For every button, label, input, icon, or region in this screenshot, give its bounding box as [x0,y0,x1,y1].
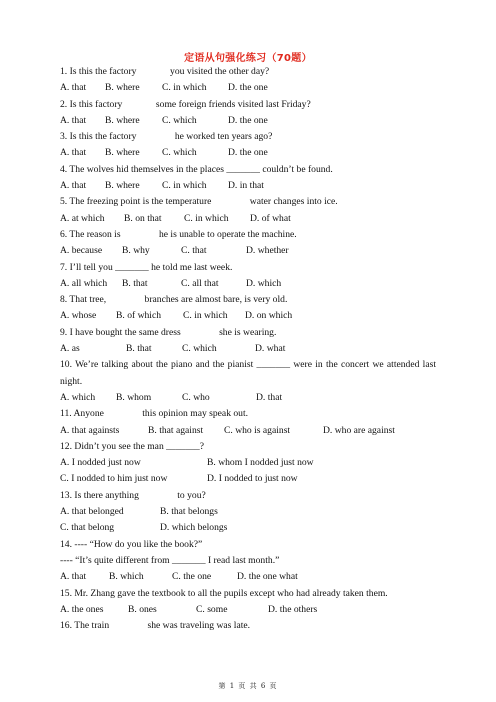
question-stem: 7. I’ll tell you _______ he told me last week. [60,261,233,273]
option-d: D. the one [228,82,268,94]
option-c: C. that [181,245,207,257]
option-d: D. the one [228,147,268,159]
option-a: A. because [60,245,103,257]
question-stem-continued: ---- “It’s quite different from _______ I read last month.” [60,554,280,566]
option-c: C. which [162,114,197,126]
option-a: A. all which [60,277,108,289]
option-a: A. that belonged [60,506,124,518]
question-stem: 13. Is there anything to you? [60,489,206,501]
question-stem: 11. Anyone this opinion may speak out. [60,408,249,420]
option-b: B. ones [128,603,157,615]
option-b: B. which [109,571,144,583]
option-d: D. that [256,391,283,403]
option-a: A. that [60,147,87,159]
answer-options [60,504,436,520]
option-d: D. who are against [323,424,395,436]
answer-options [60,308,436,324]
answer-options [60,145,436,161]
option-b: B. that belongs [160,506,218,518]
option-a: A. as [60,343,80,355]
option-d: D. I nodded to just now [207,473,298,485]
option-a: A. which [60,391,96,403]
option-c: C. in which [162,82,207,94]
option-a: A. that againsts [60,424,120,436]
option-c: C. all that [181,277,219,289]
question-stem: 5. The freezing point is the temperature water changes into ice. [60,196,338,208]
option-a: A. that [60,180,87,192]
answer-options [60,423,436,439]
option-a: A. that [60,114,87,126]
option-a: A. the ones [60,603,104,615]
option-d: D. which [246,277,282,289]
answer-options [60,113,436,129]
option-a: A. I nodded just now [60,457,141,469]
question-stem: 8. That tree, branches are almost bare, is very old. [60,294,288,306]
question-stem: 2. Is this factory some foreign friends visited last Friday? [60,98,311,110]
option-c: C. in which [162,180,207,192]
option-d: D. in that [228,180,264,192]
answer-options [60,602,436,618]
option-c: C. which [162,147,197,159]
option-b: B. where [105,180,140,192]
option-b: B. that [122,277,148,289]
option-a: A. that [60,571,87,583]
page-title: 定语从句强化练习（70题） [184,53,312,64]
answer-options [60,471,436,487]
option-d: D. the one [228,114,268,126]
option-b: B. that [126,343,152,355]
option-c: C. the one [172,571,212,583]
page-number: 第 1 页 共 6 页 [218,682,278,690]
option-a: A. whose [60,310,97,322]
question-stem: 10. We’re talking about the piano and the pianist _______ were in the concert we attended last night. [60,359,436,387]
option-b: B. where [105,147,140,159]
question-stem: 1. Is this the factory you visited the other day? [60,66,270,77]
option-d: D. on which [245,310,293,322]
answer-options [60,178,436,194]
answer-options [60,390,436,406]
answer-options [60,243,436,259]
question-stem: 6. The reason is he is unable to operate the machine. [60,228,297,240]
question-stem: 12. Didn’t you see the man _______? [60,440,204,452]
option-d: D. the one what [237,571,298,583]
option-b: B. whom I nodded just now [207,457,314,469]
option-a: A. that [60,82,87,94]
option-b: B. of which [116,310,162,322]
option-c: C. in which [183,310,228,322]
option-b: B. on that [124,212,162,224]
answer-options [60,569,436,585]
option-d: D. whether [246,245,289,257]
option-c: C. some [196,603,228,615]
question-stem: 15. Mr. Zhang gave the textbook to all the pupils except who had already taken them. [60,587,388,599]
option-d: D. what [255,343,286,355]
option-d: D. of what [250,212,291,224]
option-b: B. why [122,245,150,257]
option-c: C. I nodded to him just now [60,473,168,485]
question-stem: 4. The wolves hid themselves in the places _______ couldn’t be found. [60,163,333,175]
answer-options [60,455,436,471]
option-a: A. at which [60,212,105,224]
question-stem: 9. I have bought the same dress she is wearing. [60,326,277,338]
answer-options [60,211,436,227]
question-stem: 16. The train she was traveling was late. [60,620,251,632]
answer-options [60,341,436,357]
option-d: D. which belongs [160,522,228,534]
option-d: D. the others [268,603,318,615]
option-c: C. in which [184,212,229,224]
option-c: C. that belong [60,522,115,534]
option-b: B. where [105,82,140,94]
option-b: B. whom [116,391,152,403]
answer-options [60,276,436,292]
option-c: C. who [182,391,210,403]
option-b: B. that against [148,424,204,436]
option-b: B. where [105,114,140,126]
question-stem: 3. Is this the factory he worked ten years ago? [60,131,273,143]
question-list [60,64,436,634]
answer-options [60,520,436,536]
option-c: C. who is against [224,424,291,436]
answer-options [60,80,436,96]
question-stem: 14. ---- “How do you like the book?” [60,538,203,550]
option-c: C. which [182,343,217,355]
